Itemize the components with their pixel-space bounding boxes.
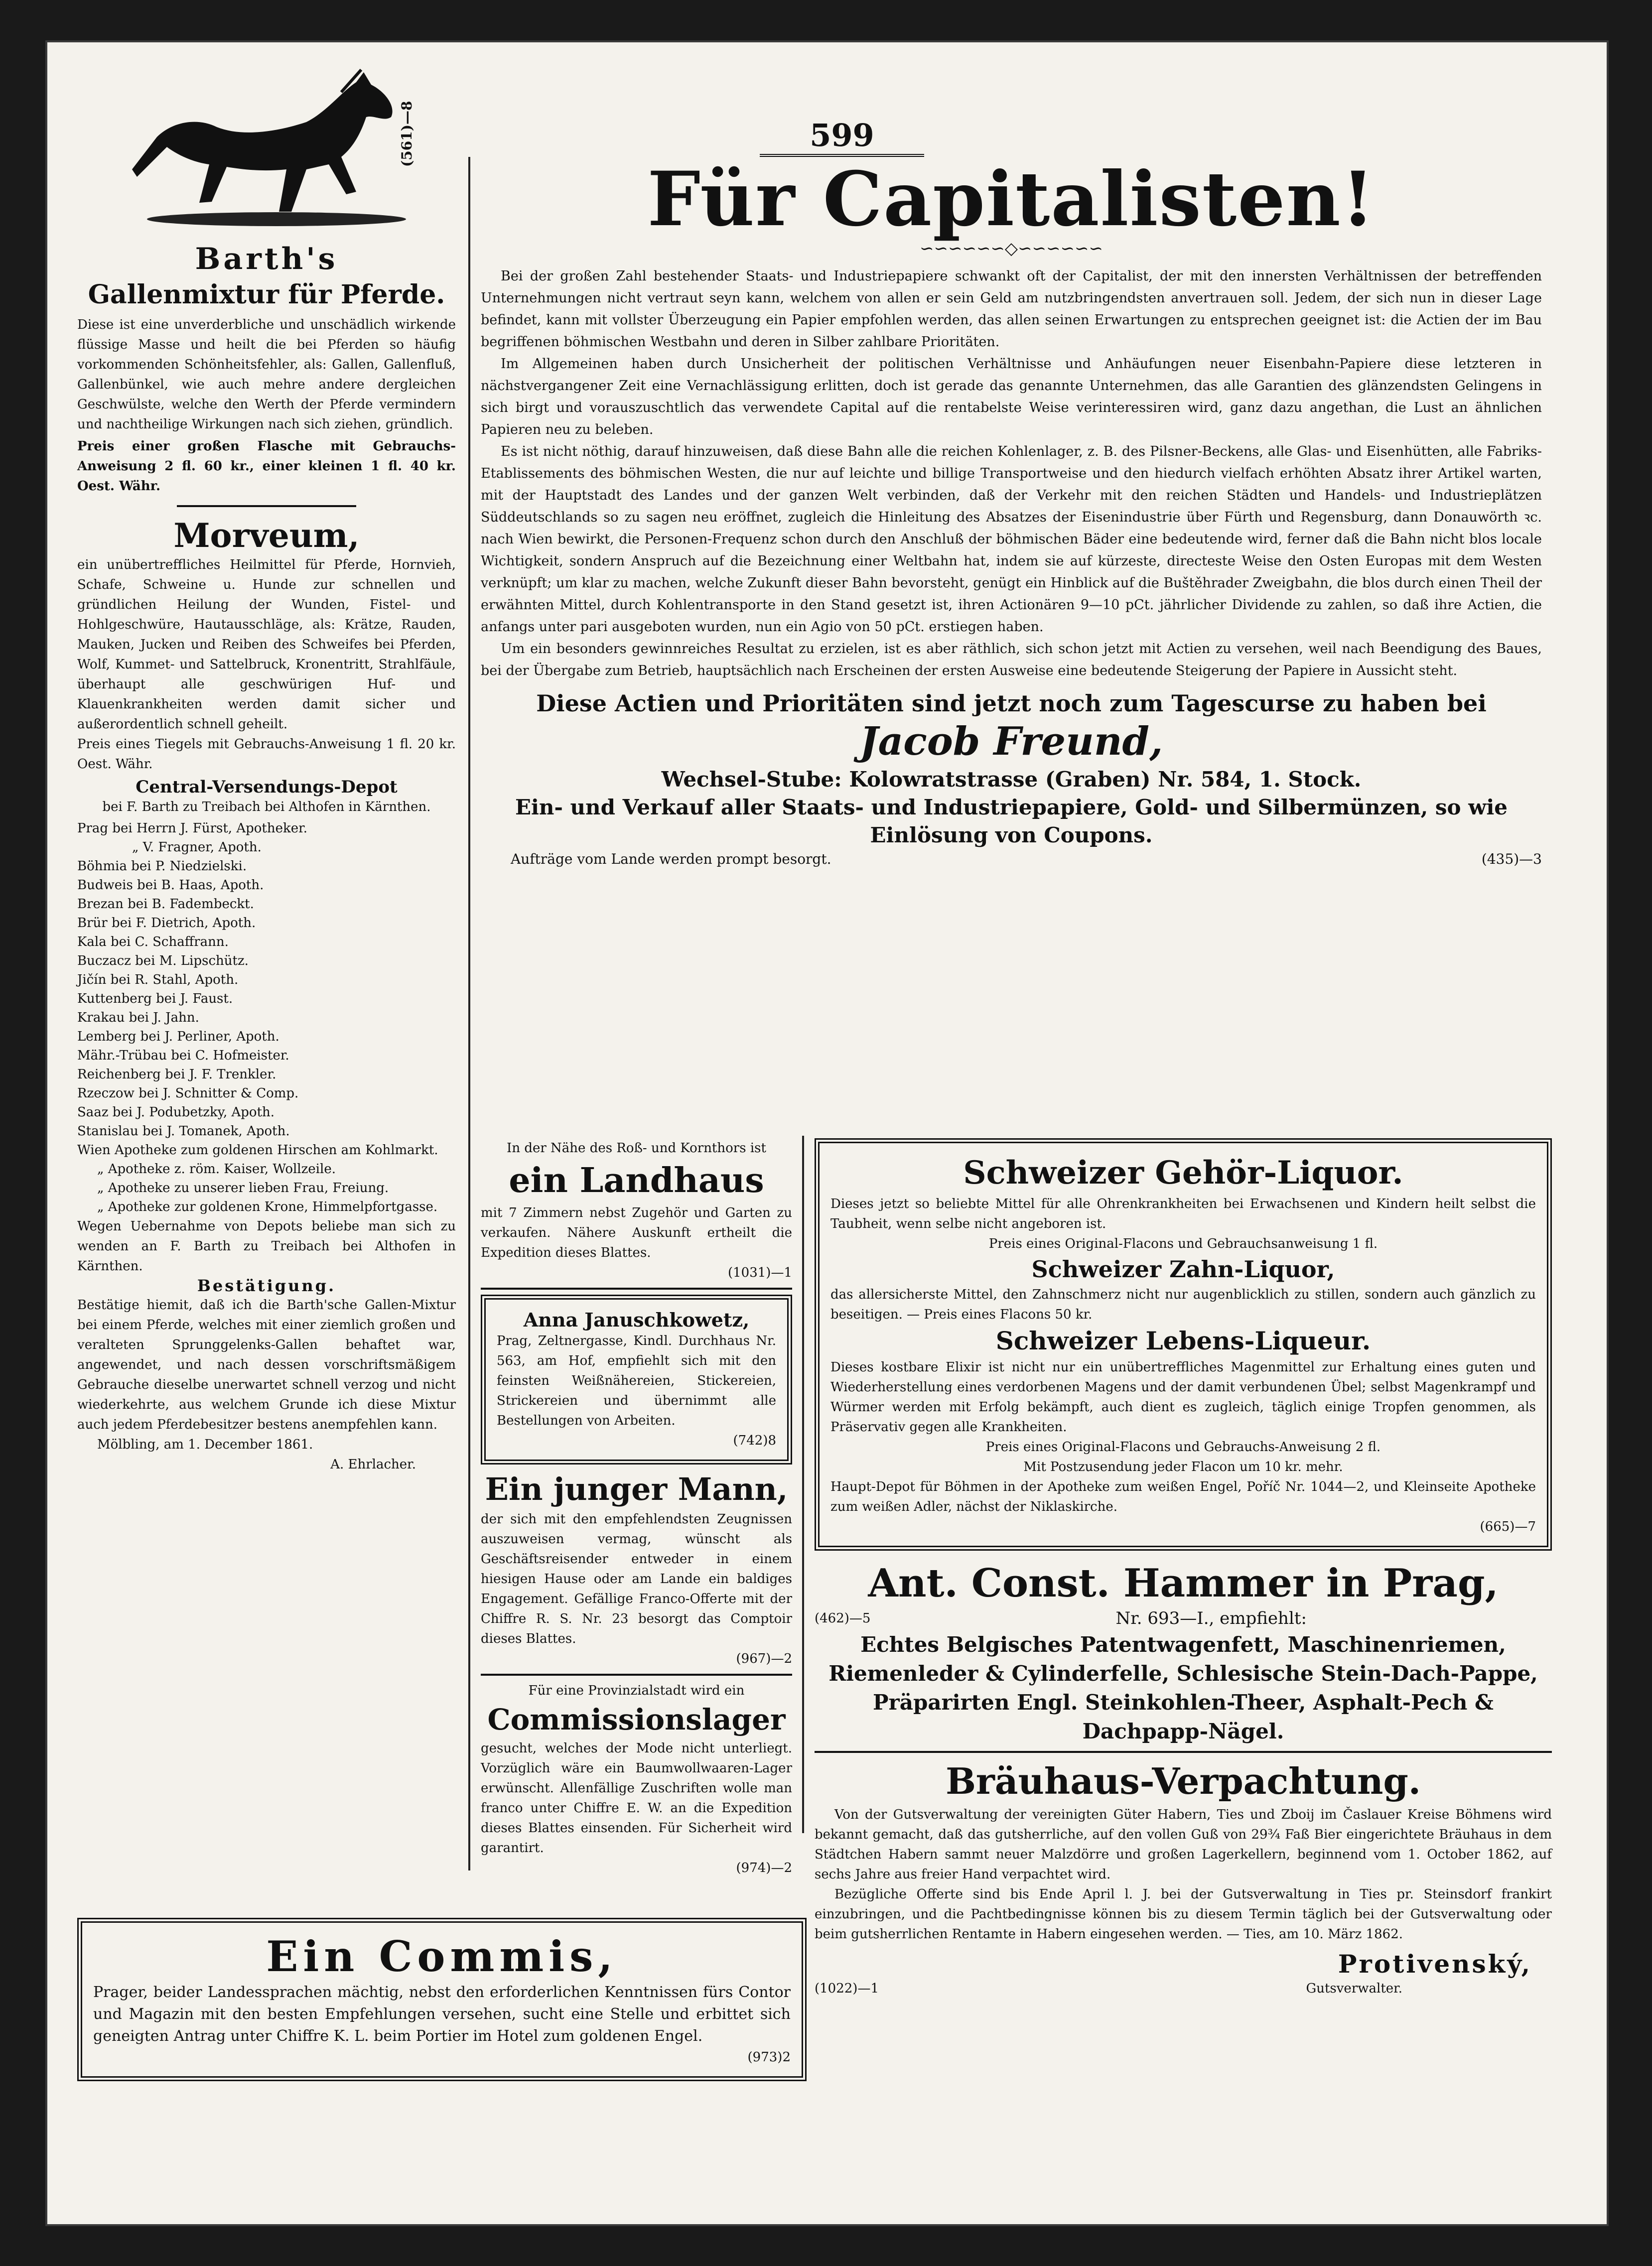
brauhaus-role: Gutsverwalter. (1306, 1981, 1402, 1996)
mann-ref: (967)—2 (736, 1651, 792, 1666)
mann-title: Ein junger Mann, (485, 1471, 788, 1507)
commis-ref: (973)2 (747, 2050, 791, 2065)
page-number: 599 (760, 117, 924, 157)
liquor-title-1: Schweizer Gehör-Liquor. (963, 1154, 1403, 1192)
liquor-ref: (665)—7 (1480, 1519, 1536, 1534)
list-item: Lemberg bei J. Perliner, Apoth. (77, 1029, 279, 1044)
list-item: Mähr.-Trübau bei C. Hofmeister. (77, 1048, 289, 1063)
brauhaus-title: Bräuhaus-Verpachtung. (946, 1760, 1421, 1802)
firm-name: Jacob Freund, (859, 719, 1163, 764)
list-item: „ Apotheke z. röm. Kaiser, Wollzeile. (97, 1162, 336, 1177)
headline: Für Capitalisten! (647, 155, 1376, 243)
main-ref: (435)—3 (1481, 851, 1542, 867)
liquor-box (815, 1138, 1552, 1551)
orders-note: Aufträge vom Lande werden prompt besorgt. (511, 851, 831, 867)
list-item: Prag bei Herrn J. Fürst, Apotheker. (77, 821, 307, 836)
agent-list (77, 819, 456, 1216)
morveum-desc: ein unübertreffliches Heilmittel für Pferde, Hornvieh, Schafe, Schweine u. Hunde zur schnellen und gründlichen Heilung der Wunden, Fistel- und Hohlgeschwüre, Hautausschläge, als: Krätze, Rauden, Mauken, Jucken und Reiben des Schweifes bei Pferden, Wolf, Kummet- und Sattelbruck, Kronentritt, Strahlfäule, überhaupt alle geschwürigen Huf- und Klauenkrankheiten werden damit sicher und außerordentlich schnell geheilt. (77, 557, 456, 732)
brauhaus-text-2: Bezügliche Offerte sind bis Ende April l. J. bei der Gutsverwaltung in Ties pr. Steinsdorf frankirt einzubringen, und die Pachtbedingnisse können bis zu diesem Termin täglich bei der Gutsverwaltung oder beim gutsherrlichen Rentamte in Habern eingesehen werden. — Ties, am 10. März 1862. (815, 1887, 1552, 1942)
commis-text: Prager, beider Landessprachen mächtig, nebst den erforderlichen Kenntnissen fürs Contor und Magazin mit den besten Empfehlungen versehen, sucht eine Stelle und erbittet sich geneigten Antrag unter Chiffre K. L. beim Portier im Hotel zum goldenen Engel. (93, 1984, 791, 2045)
depot-title: Central-Versendungs-Depot (136, 777, 398, 797)
list-item: „ V. Fragner, Apoth. (132, 840, 262, 855)
list-item: Wien Apotheke zum goldenen Hirschen am Kohlmarkt. (77, 1143, 438, 1158)
liquor-text-2: das allersicherste Mittel, den Zahnschmerz nicht nur augenblicklich zu stillen, sondern auch gänzlich zu beseitigen. — Preis eines Flacons 50 kr. (830, 1287, 1536, 1322)
anna-name: Anna Januschkowetz, (523, 1309, 750, 1331)
lager-title: Commissionslager (487, 1703, 786, 1736)
commis-box (77, 1918, 807, 2081)
newspaper-page (47, 42, 1607, 2224)
lager-text: gesucht, welches der Mode nicht unterliegt. Vorzüglich wäre ein Baumwollwaaren-Lager erwünscht. Allenfällige Zuschriften wolle man franco unter Chiffre E. W. an die Expedition dieses Blattes einsenden. Für Sicherheit wird garantirt. (481, 1741, 792, 1856)
barth-brand: Barth's (195, 242, 338, 276)
landhaus-ref: (1031)—1 (728, 1265, 792, 1280)
landhaus-intro: In der Nähe des Roß- und Kornthors ist (507, 1141, 766, 1156)
list-item: Kuttenberg bei J. Faust. (77, 991, 233, 1006)
list-item: Stanislau bei J. Tomanek, Apoth. (77, 1124, 290, 1139)
middle-lower-column (481, 1138, 792, 1878)
confirm-text: Bestätige hiemit, daß ich die Barth'sche Gallen-Mixtur bei einem Pferde, welches mit einer ziemlich großen und veralteten Sprunggelenks-Gallen behaftet war, angewendet, und nach dessen vorschriftsmäßigem Gebrauche dieselbe unerwartet schnell verzog und nicht wiederkehrte, aus welchem Grunde ich diese Mixtur auch jedem Pferdebesitzer bestens anempfehlen kann. (77, 1298, 456, 1432)
liquor-price-3: Preis eines Original-Flacons und Gebrauchs-Anweisung 2 fl. (985, 1440, 1381, 1455)
list-item: Krakau bei J. Jahn. (77, 1010, 199, 1025)
landhaus-text: mit 7 Zimmern nebst Zugehör und Garten zu verkaufen. Nähere Auskunft ertheilt die Expedition dieses Blattes. (481, 1205, 792, 1260)
liquor-text-1: Dieses jetzt so beliebte Mittel für alle Ohrenkrankheiten bei Erwachsenen und Kindern heilt selbst die Taubheit, wenn selbe nicht angeboren ist. (830, 1197, 1536, 1231)
commis-title: Ein Commis, (266, 1932, 618, 1981)
list-item: Kala bei C. Schaffrann. (77, 934, 229, 949)
brauhaus-ref: (1022)—1 (815, 1981, 879, 1996)
ornament: ∽∽∽∽∽∽◇∽∽∽∽∽∽ (919, 239, 1103, 259)
left-column (77, 242, 456, 1474)
list-item: Böhmia bei P. Niedzielski. (77, 859, 247, 874)
firm-address: Wechsel-Stube: Kolowratstrasse (Graben) Nr. 584, 1. Stock. (661, 767, 1362, 792)
confirm-signature: A. Ehrlacher. (330, 1457, 416, 1472)
depot-note: Wegen Uebernahme von Depots beliebe man sich zu wenden an F. Barth zu Treibach bei Althofen in Kärnthen. (77, 1219, 456, 1274)
list-item: Brür bei F. Dietrich, Apoth. (77, 916, 256, 931)
horse-illustration (127, 62, 436, 232)
liquor-price-1: Preis eines Original-Flacons und Gebrauchsanweisung 1 fl. (988, 1236, 1378, 1251)
right-lower-column (815, 1138, 1552, 1999)
morveum-price: Preis eines Tiegels mit Gebrauchs-Anweisung 1 fl. 20 kr. Oest. Währ. (77, 737, 456, 772)
para-2: Im Allgemeinen haben durch Unsicherheit der politischen Verhältnisse und Anhäufungen neuer Eisenbahn-Papiere diese letzteren in nächstvergangener Zeit eine Vernachlässigung erlitten, doch ist gerade das genannte Unternehmen, das alle Garantien des glänzendsten Gelingens in sich birgt und vorauszuschtlich das verwendete Capital auf die rentabelste Weise verinteressiren wird, ganz dazu angethan, die Lust an ähnlichen Papieren neu zu beleben. (481, 356, 1542, 437)
offer-line: Diese Actien und Prioritäten sind jetzt noch zum Tagescurse zu haben bei (536, 690, 1487, 717)
hammer-ref: (462)—5 (815, 1611, 871, 1626)
list-item: Reichenberg bei J. F. Trenkler. (77, 1067, 276, 1082)
brauhaus-text-1: Von der Gutsverwaltung der vereinigten Güter Habern, Ties und Zboij im Časlauer Kreise Böhmens wird bekannt gemacht, daß das gutsherrliche, auf den vollen Guß von 29¾ Faß Bier eingerichtete Bräuhaus in dem Städtchen Habern sammt neuer Malzdörre und großen Lagerkellern, beginnend vom 1. October 1862, auf sechs Jahre aus freier Hand verpachtet wird. (815, 1807, 1552, 1882)
list-item: Buczacz bei M. Lipschütz. (77, 953, 249, 968)
side-ref: (561)—8 (399, 101, 415, 167)
liquor-post: Mit Postzusendung jeder Flacon um 10 kr. mehr. (1023, 1460, 1343, 1474)
hammer-address: Nr. 693—I., empfiehlt: (1115, 1608, 1307, 1628)
firm-service: Ein- und Verkauf aller Staats- und Industriepapiere, Gold- und Silbermünzen, so wie Einlösung von Coupons. (515, 795, 1508, 847)
para-1: Bei der großen Zahl bestehender Staats- und Industriepapiere schwankt oft der Capitalist, der mit den innersten Verhältnissen der betreffenden Unternehmungen nicht vertraut seyn kann, welchem von allen er sein Geld am nutzbringendsten anvertrauen soll. Jedem, der sich nun in dieser Lage befindet, kann mit vollster Überzeugung ein Papier empfohlen werden, das allen seinen Erwartungen zu entsprechen geeignet ist: die Actien der im Bau begriffenen böhmischen Westbahn und deren in Silber zahlbare Prioritäten. (481, 268, 1542, 350)
anna-text: Prag, Zeltnergasse, Kindl. Durchhaus Nr. 563, am Hof, empfiehlt sich mit den feinsten Weißnähereien, Stickereien, Strickereien und übernimmt alle Bestellungen von Arbeiten. (497, 1333, 776, 1428)
liquor-title-3: Schweizer Lebens-Liqueur. (995, 1326, 1371, 1355)
anna-box (481, 1295, 792, 1465)
liquor-title-2: Schweizer Zahn-Liquor, (1031, 1256, 1335, 1283)
capitalisten-ad (481, 157, 1542, 869)
gallenmixtur-desc: Diese ist eine unverderbliche und unschädlich wirkende flüssige Masse und heilt die bei Pferden so häufig vorkommenden Schönheitsfehler, als: Gallen, Gallenfluß, Gallenbünkel, wie auch mehre andere dergleichen Geschwülste, welche den Werth der Pferde vermindern und nachtheilige Wirkungen nach sich ziehen, gründlich. (77, 317, 456, 432)
para-4: Um ein besonders gewinnreiches Resultat zu erzielen, ist es aber räthlich, sich schon jetzt mit Actien zu versehen, weil nach Beendigung des Baues, bei der Übergabe zum Betrieb, hauptsächlich nach Erscheinen der ersten Ausweise eine bedeutende Steigerung der Papiere in Aussicht steht. (481, 641, 1542, 678)
lager-ref: (974)—2 (736, 1861, 792, 1875)
liquor-text-3: Dieses kostbare Elixir ist nicht nur ein unübertreffliches Magenmittel zur Erhaltung eines guten und Wiederherstellung eines verdorbenen Magens und der damit verbundenen Übel; selbst Magenkrampf und Würmer werden mit Erfolg bekämpft, auch dient es zugleich, täglich einige Tropfen genommen, als Präservativ gegen alle Krankheiten. (830, 1360, 1536, 1435)
anna-ref: (742)8 (733, 1433, 776, 1448)
confirm-place: Mölbling, am 1. December 1861. (97, 1437, 313, 1452)
list-item: „ Apotheke zu unserer lieben Frau, Freiung. (97, 1181, 389, 1196)
confirm-title: Bestätigung. (197, 1276, 336, 1295)
para-3: Es ist nicht nöthig, darauf hinzuweisen, daß diese Bahn alle die reichen Kohlenlager, z. B. des Pilsner-Beckens, alle Glas- und Eisenhütten, alle Fabriks-Etablissements des böhmischen Westen, die nur auf leichte und billige Transportweise und den hiedurch vielfach erhöhten Absatz ihrer Artikel warten, mit der Hauptstadt des Landes und der ganzen Welt verbinden, daß der Verkehr mit den reichen Städten und Handels- und Industrieplätzen Süddeutschlands so zu sagen neu eröffnet, zugleich die Hinleitung des Absatzes der Eisenindustrie über Fürth und Regensburg, dann Donauwörth ꝛc. nach Wien bewirkt, die Personen-Frequenz schon durch den Anschluß der böhmischen Bäder eine bedeutende wird, ferner daß die Bahn nicht blos locale Wichtigkeit, sondern Anspruch auf die Bezeichnung einer Weltbahn hat, indem sie auf kürzeste, directeste Weise den Osten Europas mit dem Westen verknüpft; um klar zu machen, welche Zukunft dieser Bahn bevorsteht, genügt ein Hinblick auf die Buštěhrader Zweigbahn, die blos durch einen Theil der erwähnten Mittel, durch Kohlentransporte in den Stand gesetzt ist, ihren Actionären 9—10 pCt. jährlicher Dividende zu zahlen, so daß ihre Actien, die anfangs unter pari ausgeboten wurden, nun ein Agio von 50 pCt. erstiegen haben. (481, 444, 1542, 635)
liquor-depot: Haupt-Depot für Böhmen in der Apotheke zum weißen Engel, Poříč Nr. 1044—2, und Kleinseite Apotheke zum weißen Adler, nächst der Niklaskirche. (830, 1479, 1536, 1514)
depot-line: bei F. Barth zu Treibach bei Althofen in Kärnthen. (102, 800, 431, 814)
gallenmixtur-price: Preis einer großen Flasche mit Gebrauchs-Anweisung 2 fl. 60 kr., einer kleinen 1 fl. 40 kr. Oest. Währ. (77, 439, 456, 494)
morveum-title: Morveum, (173, 516, 360, 555)
mann-text: der sich mit den empfehlendsten Zeugnissen auszuweisen vermag, wünscht als Geschäftsreisender entweder in einem hiesigen Hause oder am Lande ein baldiges Engagement. Gefällige Franco-Offerte mit der Chiffre R. S. Nr. 23 besorgt das Comptoir dieses Blattes. (481, 1512, 792, 1646)
brauhaus-signature: Protivenský, (1338, 1949, 1532, 1979)
list-item: Rzeczow bei J. Schnitter & Comp. (77, 1086, 299, 1101)
gallenmixtur-title: Gallenmixtur für Pferde. (88, 279, 445, 310)
lager-intro: Für eine Provinzialstadt wird ein (528, 1683, 745, 1698)
landhaus-title: ein Landhaus (509, 1161, 764, 1200)
list-item: „ Apotheke zur goldenen Krone, Himmelpfortgasse. (97, 1200, 438, 1214)
list-item: Budweis bei B. Haas, Apoth. (77, 878, 264, 893)
list-item: Saaz bei J. Podubetzky, Apoth. (77, 1105, 275, 1120)
list-item: Jičín bei R. Stahl, Apoth. (77, 972, 239, 987)
hammer-title: Ant. Const. Hammer in Prag, (868, 1561, 1499, 1606)
list-item: Brezan bei B. Fadembeckt. (77, 897, 254, 912)
hammer-text: Echtes Belgisches Patentwagenfett, Maschinenriemen, Riemenleder & Cylinderfelle, Schlesische Stein-Dach-Pappe, Präparirten Engl. Steinkohlen-Theer, Asphalt-Pech & Dachpapp-Nägel. (828, 1632, 1538, 1743)
